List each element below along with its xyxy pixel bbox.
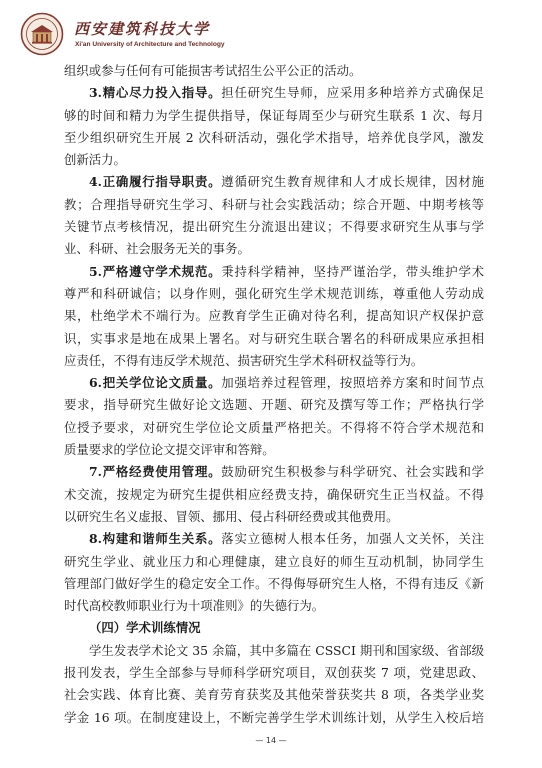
line-text: 落实立德树人根本任务，加强人文关怀，关注 bbox=[221, 531, 484, 547]
text-line bbox=[64, 82, 484, 104]
line-text: 报刊发表，学生全部参与导师科学研究项目，双创获奖 7 项，党建思政、 bbox=[64, 665, 484, 681]
text-line bbox=[64, 350, 484, 372]
line-text: 尊严和科研诚信；以身作则，强化研究生学术规范训练，尊重他人劳动成 bbox=[64, 285, 484, 301]
document-body bbox=[64, 60, 484, 729]
university-name-english: Xi'an University of Architecture and Technology bbox=[75, 41, 225, 48]
text-line bbox=[64, 528, 484, 550]
line-text: 遵循研究生教育规律和人才成长规律，因材施 bbox=[221, 174, 484, 190]
line-text: 学金 16 项。在制度建设上，不断完善学生学术训练计划，从学生入校后培 bbox=[64, 709, 484, 725]
line-text: 鼓励研究生积极参与科学研究、社会实践和学 bbox=[221, 464, 484, 480]
text-line bbox=[64, 707, 484, 729]
line-text: 创新活力。 bbox=[64, 152, 126, 168]
text-line bbox=[64, 484, 484, 506]
line-text: 秉持科学精神，坚持严谨治学，带头维护学术 bbox=[221, 263, 484, 279]
item-heading: 8.构建和谐师生关系。 bbox=[89, 531, 222, 547]
line-text: 学生发表学术论文 35 余篇，其中多篇在 CSSCI 期刊和国家级、省部级 bbox=[89, 642, 484, 658]
line-text: 管理部门做好学生的稳定安全工作。不得侮辱研究生人格，不得有违反《新 bbox=[64, 575, 484, 591]
item-heading: 7.严格经费使用管理。 bbox=[89, 464, 222, 480]
text-line bbox=[64, 261, 484, 283]
text-line bbox=[64, 573, 484, 595]
line-text: 至少组织研究生开展 2 次科研活动，强化学术指导，培养优良学风，激发 bbox=[64, 129, 484, 145]
line-text: 时代高校教师职业行为十项准则》的失德行为。 bbox=[64, 598, 325, 614]
text-line bbox=[64, 372, 484, 394]
text-line bbox=[64, 194, 484, 216]
line-text: 关键节点考核情况，提出研究生分流退出建议；不得要求研究生从事与学 bbox=[64, 219, 484, 235]
text-line bbox=[64, 595, 484, 617]
line-text: 业、科研、社会服务无关的事务。 bbox=[64, 241, 250, 257]
line-text: 够的时间和精力为学生提供指导，保证每周至少与研究生联系 1 次、每月 bbox=[64, 107, 484, 123]
line-text: 术交流，按规定为研究生提供相应经费支持，确保研究生正当权益。不得 bbox=[64, 486, 484, 502]
text-line bbox=[64, 216, 484, 238]
text-line bbox=[64, 283, 484, 305]
text-line bbox=[64, 684, 484, 706]
university-logo-icon bbox=[20, 12, 64, 56]
text-line bbox=[64, 551, 484, 573]
text-line bbox=[64, 439, 484, 461]
line-text: 以研究生名义虚报、冒领、挪用、侵占科研经费或其他费用。 bbox=[64, 508, 399, 524]
item-heading: 3.精心尽力投入指导。 bbox=[89, 85, 222, 101]
text-line bbox=[64, 640, 484, 662]
line-text: 果，杜绝学术不端行为。应教育学生正确对待名利，提高知识产权保护意 bbox=[64, 308, 484, 324]
text-line bbox=[64, 238, 484, 260]
text-line bbox=[64, 394, 484, 416]
text-line bbox=[64, 305, 484, 327]
item-heading: 4.正确履行指导职责。 bbox=[89, 174, 222, 190]
line-text: 质量要求的学位论文提交评审和答辩。 bbox=[64, 442, 275, 458]
text-line bbox=[64, 171, 484, 193]
item-heading: 5.严格遵守学术规范。 bbox=[89, 263, 222, 279]
line-text: 位授予要求，对研究生学位论文质量严格把关。不得将不符合学术规范和 bbox=[64, 419, 484, 435]
text-line bbox=[64, 417, 484, 439]
line-text: 识，实事求是地在成果上署名。对与研究生联合署名的科研成果应承担相 bbox=[64, 330, 484, 346]
text-line bbox=[64, 60, 484, 82]
text-line bbox=[64, 149, 484, 171]
line-text: 教；合理指导研究生学习、科研与社会实践活动；综合开题、中期考核等 bbox=[64, 196, 484, 212]
section-heading: （四）学术训练情况 bbox=[89, 620, 201, 636]
item-heading: 6.把关学位论文质量。 bbox=[89, 375, 222, 391]
text-line bbox=[64, 328, 484, 350]
line-text: 组织或参与任何有可能损害考试招生公平公正的活动。 bbox=[64, 63, 362, 78]
line-text: 应责任，不得有违反学术规范、损害研究生学术科研权益等行为。 bbox=[64, 352, 424, 368]
text-line bbox=[64, 105, 484, 127]
university-name-chinese: 西安建筑科技大学 bbox=[74, 20, 211, 38]
text-line bbox=[64, 506, 484, 528]
text-line bbox=[64, 461, 484, 483]
line-text: 加强培养过程管理，按照培养方案和时间节点 bbox=[221, 375, 484, 391]
line-text: 要求，指导研究生做好论文选题、开题、研究及撰写等工作；严格执行学 bbox=[64, 397, 484, 413]
text-line bbox=[64, 127, 484, 149]
line-text: 担任研究生导师，应采用多种培养方式确保足 bbox=[221, 85, 484, 101]
text-line bbox=[64, 662, 484, 684]
line-text: 研究生学业、就业压力和心理健康，建立良好的师生互动机制，协同学生 bbox=[64, 553, 484, 569]
page-number: — 14 — bbox=[255, 736, 287, 745]
page-header bbox=[20, 8, 522, 60]
line-text: 社会实践、体育比赛、美育劳育获奖及其他荣誉获奖共 8 项，各类学业奖 bbox=[64, 687, 484, 703]
